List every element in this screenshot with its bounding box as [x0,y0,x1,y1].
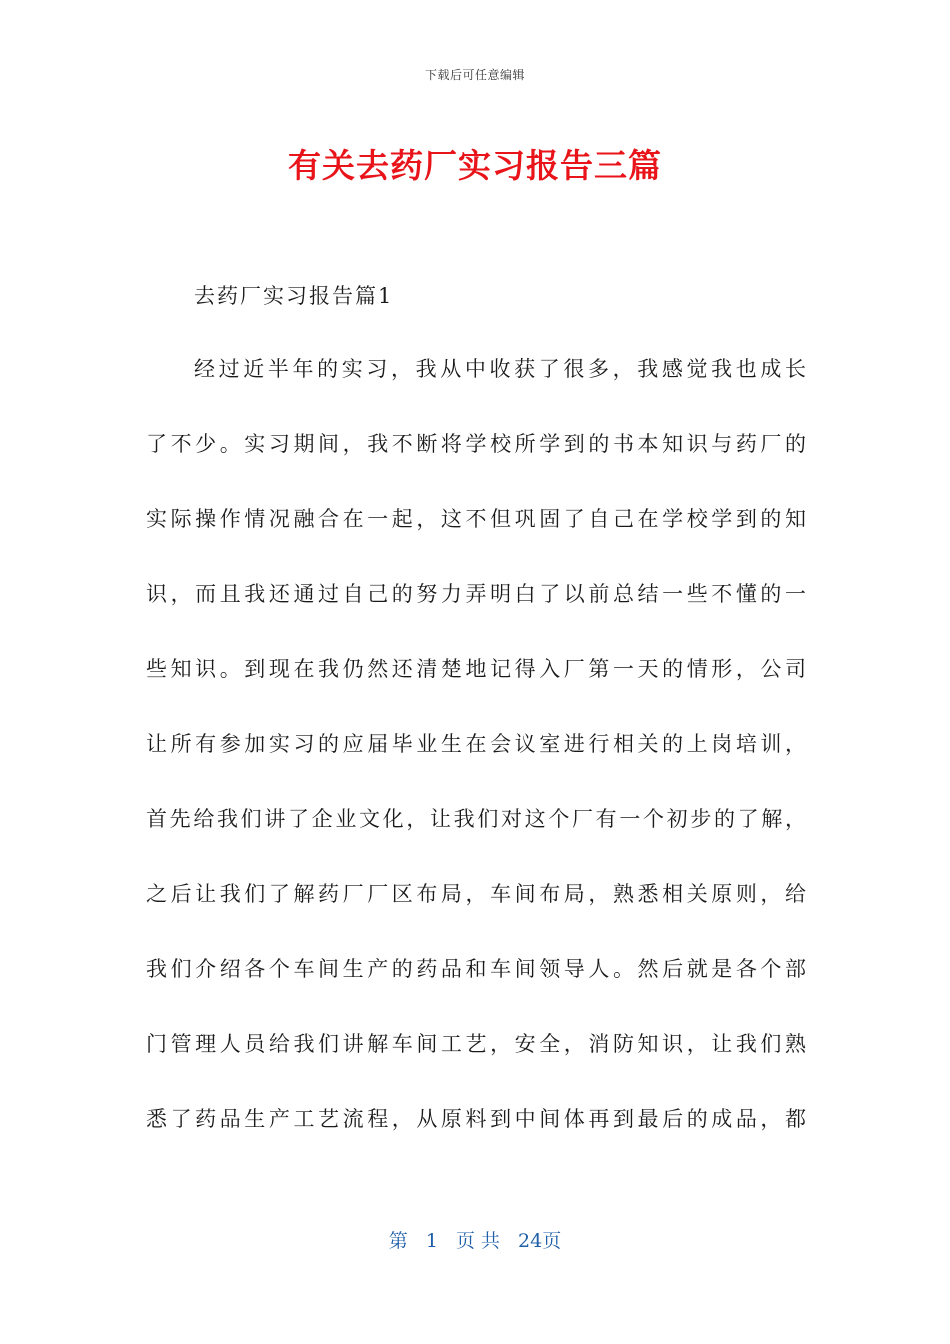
body-line: 之后让我们了解药厂厂区布局，车间布局，熟悉相关原则，给 [146,882,806,906]
body-line: 些知识。到现在我仍然还清楚地记得入厂第一天的情形，公司 [146,657,806,681]
current-page-number: 1 [425,1230,438,1252]
page-footer [0,1226,950,1253]
body-line: 经过近半年的实习，我从中收获了很多，我感觉我也成长 [194,357,806,381]
body-line: 识，而且我还通过自己的努力弄明白了以前总结一些不懂的一 [146,582,806,606]
footer-prefix: 第 [388,1230,408,1252]
body-line: 门管理人员给我们讲解车间工艺，安全，消防知识，让我们熟 [146,1032,806,1056]
body-line: 我们介绍各个车间生产的药品和车间领导人。然后就是各个部 [146,957,806,981]
document-title: 有关去药厂实习报告三篇 [288,146,662,185]
section-heading: 去药厂实习报告篇1 [194,284,394,308]
total-pages: 24页 [518,1230,562,1252]
body-line: 悉了药品生产工艺流程，从原料到中间体再到最后的成品，都 [146,1107,806,1131]
body-text [146,352,806,1177]
body-line: 让所有参加实习的应届毕业生在会议室进行相关的上岗培训， [146,732,806,756]
body-line: 首先给我们讲了企业文化，让我们对这个厂有一个初步的了解， [146,807,806,831]
body-line: 实际操作情况融合在一起，这不但巩固了自己在学校学到的知 [146,507,806,531]
header-note: 下载后可任意编辑 [424,68,525,82]
body-line: 了不少。实习期间，我不断将学校所学到的书本知识与药厂的 [146,432,806,456]
footer-middle: 页 共 [455,1230,500,1252]
